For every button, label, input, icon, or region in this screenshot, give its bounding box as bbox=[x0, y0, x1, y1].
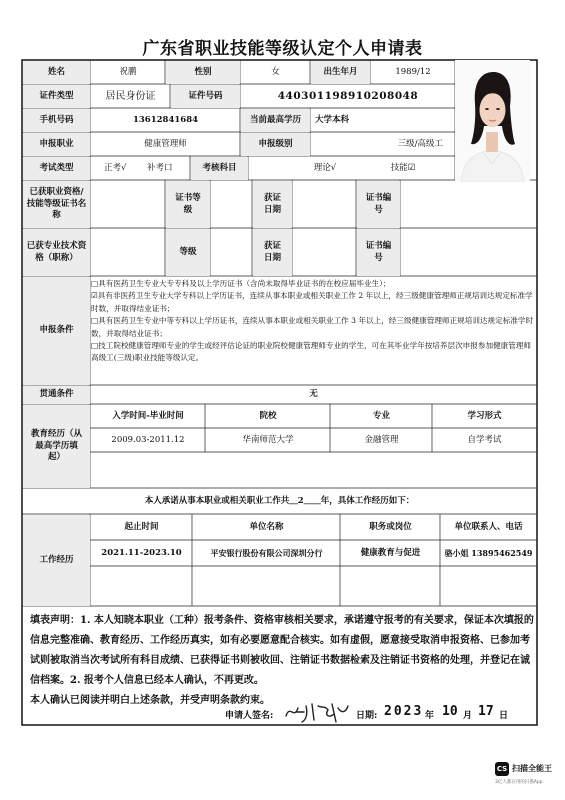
work-pledge: 本人承诺从事本职业或相关职业工作共＿2＿＿年，具体工作经历如下： bbox=[144, 495, 415, 506]
value-skill: 技能☑ bbox=[390, 162, 416, 173]
edu-row-school: 华南师范大学 bbox=[242, 434, 294, 445]
label-education: 当前最高学历 bbox=[241, 109, 310, 132]
cs-logo-icon: CS bbox=[495, 762, 509, 776]
work-row-period: 2021.11-2023.10 bbox=[101, 547, 182, 558]
condition-item-1: □具有医药卫生专业大专专科及以上学历证书（含尚未取得毕业证书的在校应届毕业生）； bbox=[91, 279, 391, 288]
label-occupation: 申报职业 bbox=[23, 133, 90, 156]
value-retake: 补考口 bbox=[147, 162, 173, 173]
value-id-type: 居民身份证 bbox=[105, 90, 156, 102]
label-month: 月 bbox=[463, 711, 473, 721]
work-header-position: 职务或岗位 bbox=[369, 521, 412, 532]
handwritten-signature bbox=[282, 700, 352, 724]
label-work-history: 工作经历 bbox=[23, 515, 90, 606]
condition-item-2: ☑具有非医药卫生专业大学专科以上学历证书，连续从事本职业或相关职业工作 2 年以上，经三级健康管理师正规培训达规定标准学时数，并取得结业证书； bbox=[91, 291, 533, 313]
watermark-subtitle: 3亿人都在用的扫描App bbox=[495, 780, 543, 785]
label-through: 贯通条件 bbox=[23, 386, 90, 404]
edu-header-major: 专业 bbox=[372, 410, 390, 421]
label-subjects: 考核科目 bbox=[191, 157, 248, 180]
label-education-history: 教育经历（从最高学历填起） bbox=[23, 405, 90, 488]
edu-header-form: 学习形式 bbox=[467, 410, 502, 421]
work-row-company: 平安银行股份有限公司深圳分行 bbox=[210, 548, 323, 559]
sign-month: 10 bbox=[442, 704, 458, 719]
work-header-company: 单位名称 bbox=[249, 521, 284, 532]
label-id-type: 证件类型 bbox=[23, 85, 90, 108]
value-first-exam: 正考√ bbox=[104, 162, 127, 173]
date-label: 日期: bbox=[356, 711, 378, 721]
applicant-photo bbox=[455, 60, 530, 182]
edu-header-school: 院校 bbox=[259, 410, 277, 421]
edu-header-period: 入学时间-毕业时间 bbox=[112, 410, 184, 421]
value-birth: 1989/12 bbox=[395, 66, 431, 77]
sign-year: 2023 bbox=[384, 704, 424, 719]
label-conditions: 申报条件 bbox=[23, 277, 90, 385]
label-cert-date: 获证日期 bbox=[253, 181, 292, 228]
conditions-list bbox=[91, 278, 536, 365]
label-phone: 手机号码 bbox=[23, 109, 90, 132]
value-level: 三级/高级工 bbox=[397, 138, 443, 149]
declaration bbox=[30, 611, 536, 711]
edu-row-period: 2009.03-2011.12 bbox=[111, 434, 185, 445]
label-day: 日 bbox=[499, 711, 509, 721]
label-exam-type: 考试类型 bbox=[23, 157, 90, 180]
label-professional-date: 获证日期 bbox=[253, 229, 292, 276]
value-occupation: 健康管理师 bbox=[144, 138, 187, 149]
label-vocational-cert: 已获职业资格/技能等级证书名称 bbox=[23, 181, 90, 228]
condition-item-3: □具有医药卫生专业中等专科以上学历证书，连续从事本职业或相关职业工作 3 年以上，经三级健康管理师正规培训达规定标准学时数，并取得结业证书； bbox=[91, 316, 534, 338]
label-birth: 出生年月 bbox=[311, 61, 370, 84]
label-name: 姓名 bbox=[23, 61, 90, 84]
label-grade: 等级 bbox=[166, 229, 210, 276]
watermark-brand: 扫描全能王 bbox=[512, 764, 552, 773]
label-professional-no: 证书编号 bbox=[357, 229, 400, 276]
declaration-confirm: 本人确认已阅读并明白上述条款，并受声明条款约束。 bbox=[30, 695, 270, 706]
edu-row-form: 自学考试 bbox=[467, 434, 502, 445]
value-through: 无 bbox=[309, 389, 318, 400]
form-title: 广东省职业技能等级认定个人申请表 bbox=[142, 39, 423, 59]
label-gender: 性别 bbox=[166, 61, 240, 84]
work-row-position: 健康教育与促进 bbox=[360, 547, 421, 558]
value-education: 大学本科 bbox=[315, 114, 350, 125]
work-header-period: 起止时间 bbox=[124, 521, 159, 532]
label-level: 申报级别 bbox=[241, 133, 310, 156]
label-id-no: 证件号码 bbox=[171, 85, 240, 108]
work-header-contact: 单位联系人、电话 bbox=[454, 521, 523, 532]
scanner-watermark bbox=[495, 762, 557, 788]
sign-day: 17 bbox=[478, 704, 494, 719]
label-cert-no: 证书编号 bbox=[357, 181, 400, 228]
signature-label: 申请人签名: bbox=[225, 711, 274, 721]
declaration-text: 填表声明：1. 本人知晓本职业（工种）报考条件、资格审核相关要求，承诺遵守报考的有关要求，保证本次填报的信息完整准确、教育经历、工作经历真实，如有必要愿意配合核实。如有虚假，愿意接受取消申报资格、已参加考试则被取消当次考试所有科目成绩、已获得证书则被收回、注销证书数据检索及注销证书资格的处理，并登记在诚信档案。2. 报考个人信息已经本人确认，不再更改。 bbox=[30, 615, 534, 686]
value-phone: 13612841684 bbox=[132, 114, 199, 125]
work-row-contact: 骆小姐 13895462549 bbox=[444, 548, 533, 559]
value-id-no: 440301198910208048 bbox=[277, 90, 419, 103]
label-professional: 已获专业技术资格（职称） bbox=[23, 229, 90, 276]
label-cert-grade: 证书等级 bbox=[166, 181, 210, 228]
label-year: 年 bbox=[425, 711, 435, 721]
value-name: 祝鹏 bbox=[119, 66, 137, 77]
value-gender: 女 bbox=[271, 66, 280, 77]
value-theory: 理论√ bbox=[313, 162, 337, 173]
condition-item-4: □技工院校健康管理师专业的学生或经评估论证的职业院校健康管理师专业的学生，可在其毕业学年按培养层次申报参加健康管理师高级工(三级)职业技能等级认定。 bbox=[91, 341, 532, 363]
edu-row-major: 金融管理 bbox=[364, 434, 399, 445]
